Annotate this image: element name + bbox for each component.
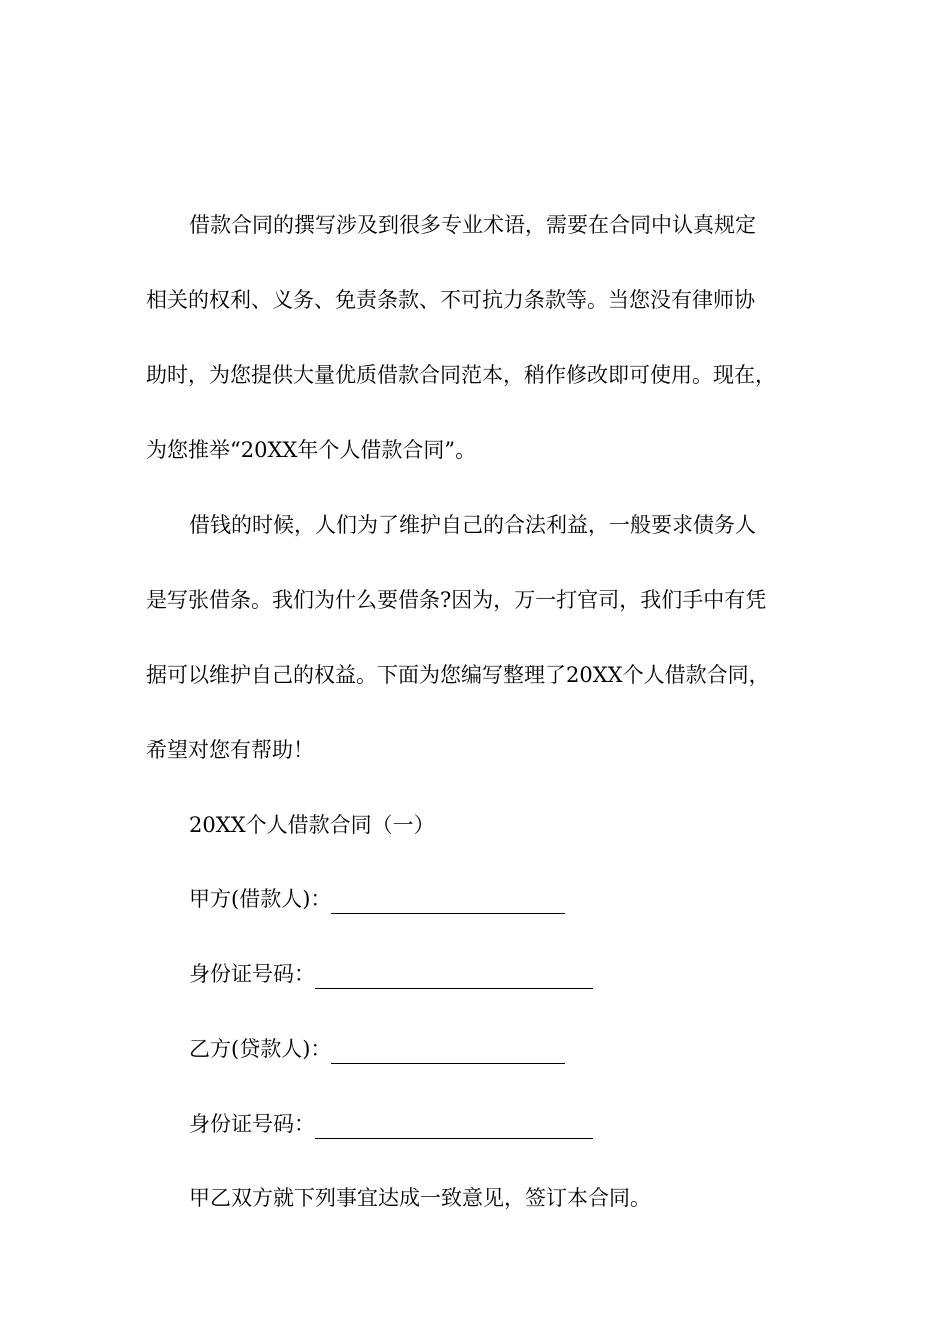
paragraph-2-line-3: 据可以维护自己的权益。下面为您编写整理了20XX个人借款合同，: [146, 663, 770, 687]
party-b-id-blank: [315, 1116, 593, 1139]
paragraph-1-line-3: 助时，为您提供大量优质借款合同范本，稍作修改即可使用。现在，: [146, 363, 776, 387]
party-a-blank: [331, 891, 565, 914]
paragraph-2-line-4: 希望对您有帮助！: [146, 738, 314, 762]
party-a-id-label: 身份证号码：: [189, 962, 315, 986]
agreement-statement: 甲乙双方就下列事宜达成一致意见，签订本合同。: [189, 1186, 651, 1210]
party-b-id-row: [189, 1109, 806, 1139]
party-b-row: [189, 1034, 806, 1064]
paragraph-1-line-2: 相关的权利、义务、免责条款、不可抗力条款等。当您没有律师协: [146, 288, 755, 312]
party-b-id-label: 身份证号码：: [189, 1112, 315, 1136]
contract-title: 20XX个人借款合同（一）: [189, 813, 435, 837]
party-a-label: 甲方(借款人)：: [189, 887, 332, 911]
party-a-row: [189, 884, 806, 914]
party-a-id-row: [189, 959, 806, 989]
paragraph-1-line-1: 借款合同的撰写涉及到很多专业术语，需要在合同中认真规定: [189, 213, 756, 237]
party-a-id-blank: [315, 966, 593, 989]
paragraph-1-line-4: 为您推举“20XX年个人借款合同”。: [146, 438, 477, 462]
party-b-blank: [331, 1041, 565, 1064]
paragraph-2-line-2: 是写张借条。我们为什么要借条?因为，万一打官司，我们手中有凭: [146, 588, 767, 612]
party-b-label: 乙方(贷款人)：: [189, 1037, 332, 1061]
paragraph-2-line-1: 借钱的时候，人们为了维护自己的合法利益，一般要求债务人: [189, 513, 756, 537]
